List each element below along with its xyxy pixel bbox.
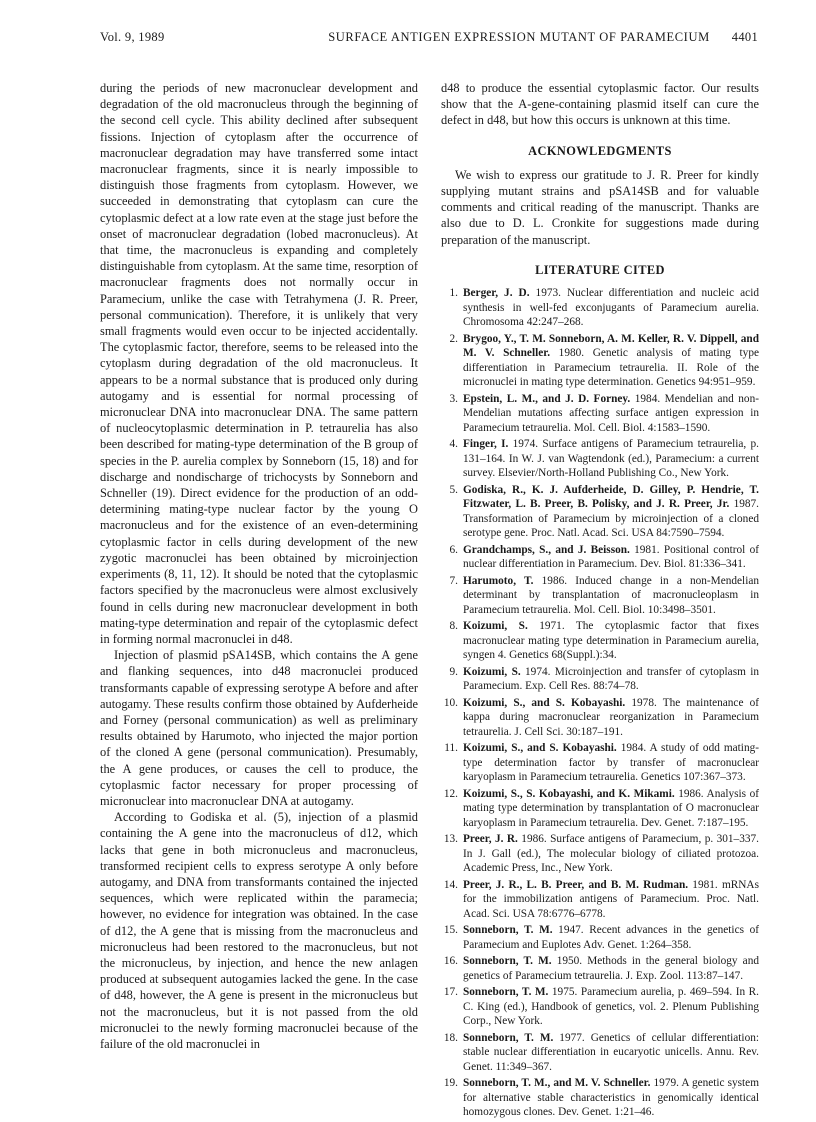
running-header	[100, 30, 758, 50]
reference-number: 4.	[449, 438, 458, 451]
reference-item	[441, 1031, 759, 1075]
reference-authors: Brygoo, Y., T. M. Sonneborn, A. M. Keller, R. V. Dippell, and M. V. Schneller.	[463, 332, 759, 360]
running-title-block	[328, 30, 758, 45]
reference-number: 14.	[443, 878, 458, 891]
reference-authors: Sonneborn, T. M., and M. V. Schneller.	[463, 1077, 651, 1090]
reference-details: 1981. Positional control of nuclear differentiation in Paramecium. Dev. Biol. 81:336–341.	[463, 543, 759, 571]
reference-item	[441, 665, 759, 694]
reference-item	[441, 1076, 759, 1120]
reference-details: 1971. The cytoplasmic factor that fixes macronuclear mating type determination in Paramecium aurelia, syngen 4. Genetics 68(Suppl.):34.	[463, 620, 759, 662]
body-paragraph: during the periods of new macronuclear development and degradation of the old macronucleus through the beginning of the second cell cycle. This ability declined after subsequent fissions. Injection of cytoplasm after the occurrence of macronuclear degradation may have transferred some intact macronuclear fragments, since it is nearly impossible to distinguish those fragments from cytoplasm. However, we succeeded in demonstrating that cytoplasm can cure the cytoplasmic defect at a low rate even at the stage just before the onset of macronuclear degradation (lobed macronucleus). At that time, the macronucleus is expanding and completely distinguishable from cytoplasm. At the same time, resorption of macronuclear fragments does not normally occur in Paramecium, unlike the case with Tetrahymena (J. R. Preer, personal communication). Therefore, it is unlikely that very small fragments would even occur to be injected accidentally. The cytoplasmic factor, therefore, seems to be released into the cytoplasm during degradation of the old macronucleus. It appears to be a normal substance that is produced only during autogamy and is essential for normal processing of micronuclear DNA into macronuclear DNA. The same pattern of nucleocytoplasmic determination in P. tetraurelia has also been described for mating-type determination of the B group of species in the P. aurelia complex by Sonneborn (15, 18) and for discharge and nondischarge of trichocysts by Sonneborn and Schneller (19). Direct evidence for the production of an odd-determining mating-type nuclear factor by the young O macronucleus and for the existence of an even-determining cytoplasmic factor in cells during development of the new zygotic macronuclei has been obtained by microinjection experiments (8, 11, 12). It should be noted that the cytoplasmic factors specified by the macronucleus were almost exclusively found in cells during new macronuclear development in both mating-type determination and repair of the cytoplasmic defect in forming normal macronuclei in d48.	[100, 81, 418, 646]
reference-item	[441, 619, 759, 663]
reference-details: 1978. The maintenance of kappa during macronuclear reorganization in Paramecium tetraurelia. J. Cell Sci. 30:187–191.	[463, 696, 759, 738]
reference-details: 1986. Surface antigens of Paramecium, p. 301–337. In J. Gall (ed.), The molecular biology of ciliated protozoa. Academic Press, Inc., New York.	[463, 833, 759, 875]
reference-item	[441, 787, 759, 831]
reference-authors: Sonneborn, T. M.	[463, 986, 549, 999]
reference-item	[441, 483, 759, 541]
page-number: 4401	[731, 30, 758, 44]
reference-details: 1986. Analysis of mating type determination by transplantation of O macronuclear karyoplasm in Paramecium tetraurelia. Dev. Genet. 7:187–195.	[463, 787, 760, 829]
reference-number: 16.	[443, 955, 458, 968]
reference-details: 1981. mRNAs for the immobilization antigens of Paramecium. Proc. Natl. Acad. Sci. USA 78:6776–6778.	[463, 878, 759, 920]
reference-item	[441, 696, 759, 740]
reference-authors: Preer, J. R.	[463, 833, 518, 846]
reference-number: 10.	[443, 696, 458, 709]
body-paragraph-continuation: d48 to produce the essential cytoplasmic factor. Our results show that the A-gene-containing plasmid itself can cure the defect in d48, but how this occurs is unknown at this time.	[441, 81, 759, 128]
reference-number: 18.	[443, 1031, 458, 1044]
reference-item	[441, 437, 759, 481]
reference-number: 8.	[449, 620, 458, 633]
reference-authors: Koizumi, S., S. Kobayashi, and K. Mikami.	[463, 787, 675, 800]
reference-list	[441, 286, 759, 1120]
reference-details: 1975. Paramecium aurelia, p. 469–594. In R. C. King (ed.), Handbook of genetics, vol. 2. Plenum Publishing Corp., New York.	[463, 986, 760, 1028]
reference-number: 11.	[444, 742, 458, 755]
reference-authors: Koizumi, S., and S. Kobayashi.	[463, 696, 626, 709]
acknowledgments-heading: ACKNOWLEDGMENTS	[528, 143, 672, 158]
reference-number: 17.	[443, 986, 458, 999]
left-column	[100, 80, 418, 1052]
reference-details: 1979. A genetic system for alternative stable characteristics in genomically identical homozygous clones. Dev. Genet. 1:21–46.	[463, 1077, 759, 1119]
reference-details: 1986. Induced change in a non-Mendelian determinant by transplantation of macronucleoplasm in Paramecium tetraurelia. Mol. Cell. Biol. 10:3498–3501.	[463, 574, 759, 616]
reference-details: 1984. A study of odd mating-type determination factor by transfer of macronuclear karyoplasm in Paramecium tetraurelia. Genetics 107:367–373.	[463, 742, 759, 784]
literature-cited-heading: LITERATURE CITED	[535, 262, 665, 277]
reference-authors: Sonneborn, T. M.	[463, 955, 552, 968]
reference-number: 3.	[449, 392, 458, 405]
body-paragraph: According to Godiska et al. (5), injection of a plasmid containing the A gene into the macronucleus of d12, which lacks that gene in both micronucleus and macronucleus, transformed recipient cells to express serotype A only before autogamy, and DNA from transformants contained the injected sequences, which were replicated within the paramecia; however, no evidence for integration was obtained. In the case of d12, the A gene that is missing from the macronucleus and micronucleus had been restored to the macronucleus, but not the micronucleus, by injection, and hence the new anlagen produced at subsequent autogamies lacked the gene. In the case of d48, however, the A gene is present in the micronucleus but not the macronucleus, but it is not passed from the old micronuclei to the newly forming macronuclei because of the failure of the old macronuclei in	[100, 810, 418, 1051]
reference-authors: Godiska, R., K. J. Aufderheide, D. Gilley, P. Hendrie, T. Fitzwater, L. B. Preer, B. Polisky, and J. R. Preer, Jr.	[463, 483, 759, 511]
reference-details: 1980. Genetic analysis of mating type differentiation in Paramecium tetraurelia. II. Role of the micronuclei in mating type determination. Genetics 94:951–959.	[463, 347, 759, 389]
reference-number: 5.	[449, 483, 458, 496]
reference-number: 6.	[449, 543, 458, 556]
reference-details: 1987. Transformation of Paramecium by microinjection of a cloned serotype gene. Proc. Natl. Acad. Sci. USA 84:7590–7594.	[463, 498, 759, 540]
reference-details: 1984. Mendelian and non-Mendelian mutations affecting surface antigen expression in Paramecium tetraurelia. Mol. Cell. Biol. 4:1583–1590.	[463, 392, 759, 434]
reference-authors: Sonneborn, T. M.	[463, 1031, 554, 1044]
reference-authors: Koizumi, S.	[463, 665, 521, 678]
reference-number: 2.	[449, 332, 458, 345]
reference-number: 7.	[449, 574, 458, 587]
reference-item	[441, 286, 759, 330]
reference-details: 1947. Recent advances in the genetics of Paramecium and Euplotes Adv. Genet. 1:264–358.	[463, 924, 759, 951]
volume-label: Vol. 9, 1989	[100, 30, 165, 44]
reference-authors: Berger, J. D.	[463, 287, 530, 300]
reference-item	[441, 832, 759, 876]
reference-item	[441, 878, 759, 922]
reference-details: 1974. Surface antigens of Paramecium tetraurelia, p. 131–164. In W. J. van Wagtendonk (ed.), Paramecium: a current survey. Elsevier/North-Holland Publishing Co., New York.	[463, 438, 759, 480]
reference-authors: Finger, I.	[463, 438, 509, 451]
acknowledgments-text: We wish to express our gratitude to J. R. Preer for kindly supplying mutant strains and pSA14SB and for valuable comments and critical reading of the manuscript. Thanks are also due to D. L. Cronkite for suggestions made during preparation of the manuscript.	[441, 167, 759, 247]
reference-item	[441, 332, 759, 390]
reference-details: 1950. Methods in the general biology and genetics of Paramecium tetraurelia. J. Exp. Zool. 113:87–147.	[463, 955, 759, 982]
reference-authors: Harumoto, T.	[463, 574, 534, 587]
reference-item	[441, 923, 759, 952]
right-column	[441, 80, 759, 1122]
reference-item	[441, 574, 759, 618]
running-title: SURFACE ANTIGEN EXPRESSION MUTANT OF PARAMECIUM	[328, 30, 710, 44]
reference-details: 1974. Microinjection and transfer of cytoplasm in Paramecium. Exp. Cell Res. 88:74–78.	[463, 665, 759, 693]
reference-item	[441, 543, 759, 572]
reference-authors: Epstein, L. M., and J. D. Forney.	[463, 392, 631, 405]
reference-number: 13.	[443, 833, 458, 846]
reference-details: 1973. Nuclear differentiation and nucleic acid synthesis in well-fed exconjugants of Paramecium aurelia. Chromosoma 42:247–268.	[463, 287, 759, 329]
reference-authors: Koizumi, S., and S. Kobayashi.	[463, 742, 617, 755]
reference-number: 19.	[443, 1077, 458, 1090]
reference-item	[441, 741, 759, 785]
reference-number: 15.	[443, 924, 458, 937]
reference-item	[441, 985, 759, 1029]
reference-number: 1.	[449, 287, 458, 300]
reference-authors: Koizumi, S.	[463, 620, 528, 633]
reference-item	[441, 392, 759, 436]
reference-number: 12.	[443, 787, 458, 800]
reference-authors: Preer, J. R., L. B. Preer, and B. M. Rudman.	[463, 878, 689, 891]
reference-number: 9.	[449, 665, 458, 678]
body-paragraph: Injection of plasmid pSA14SB, which contains the A gene and flanking sequences, into d48 macronuclei produced transformants capable of expressing serotype A before and after autogamy. These results confirm those obtained by Aufderheide and Forney (personal communication) as well as preliminary results obtained by Harumoto, who injected the major portion of the cloned A gene (personal communication). Presumably, the A gene produces, or causes the cell to produce, the cytoplasmic factor necessary for proper processing of micronuclear into macronuclear DNA at autogamy.	[100, 648, 418, 808]
reference-authors: Grandchamps, S., and J. Beisson.	[463, 543, 630, 556]
reference-details: 1977. Genetics of cellular differentiation: stable nuclear differentiation in eucaryotic unicells. Annu. Rev. Genet. 11:349–367.	[463, 1031, 759, 1073]
reference-authors: Sonneborn, T. M.	[463, 924, 553, 937]
reference-item	[441, 954, 759, 983]
